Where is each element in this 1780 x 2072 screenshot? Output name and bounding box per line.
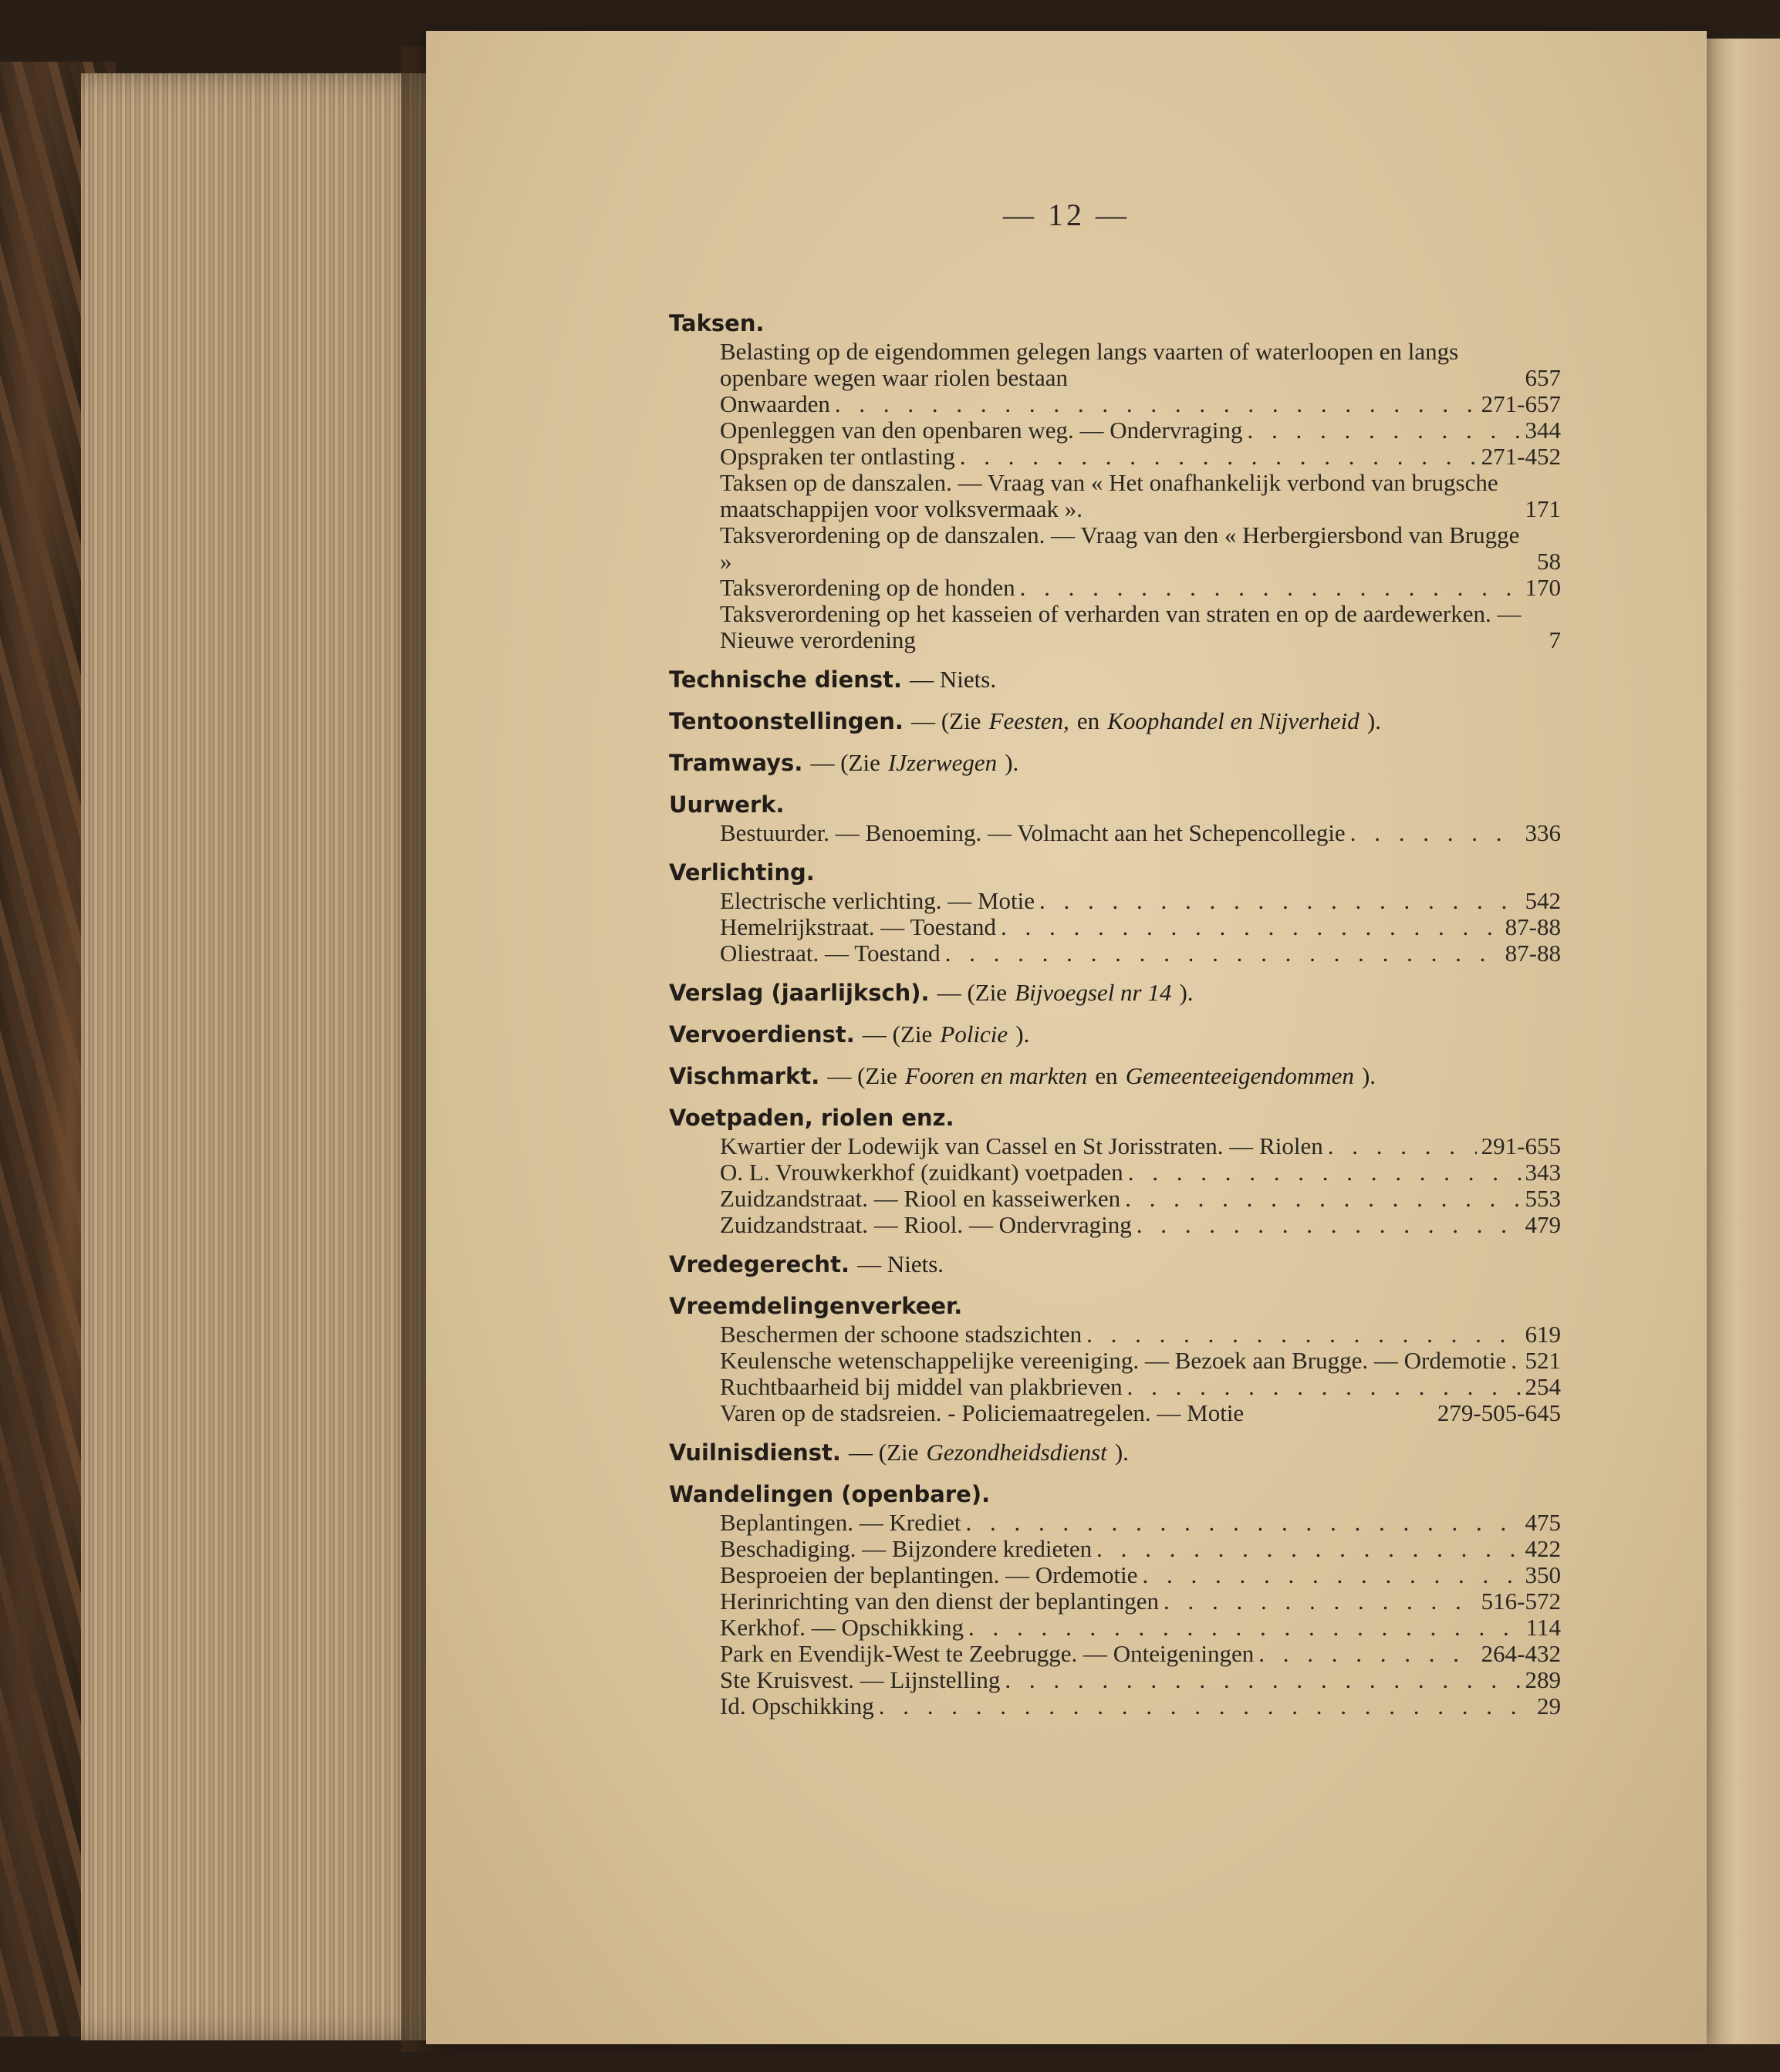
entry-label: Taksen op de danszalen. — Vraag van « Het onafhankelijk verbond van brugsche maatschappijen voor volksvermaak ». [720,469,1498,522]
heading-note-italic: Fooren en markten [904,1062,1088,1089]
index-entry [720,1588,1561,1615]
index-heading [669,664,1780,695]
heading-note: — (Zie [810,749,880,776]
index-entries [720,888,1561,967]
leader-dots [1127,1374,1521,1400]
page-edges [81,73,436,2040]
page-reference: 542 [1525,887,1561,914]
index-entry [720,940,1561,967]
heading-note-italic: Bijvoegsel nr 14 [1015,979,1172,1006]
entry-label: Ruchtbaarheid bij middel van plakbrieven [720,1373,1123,1400]
entry-label: Taksverordening op het kasseien of verharden van straten en op de aardewerken. — Nieuwe verordening [720,600,1522,653]
page-reference: 619 [1525,1321,1561,1348]
page-reference: 516-572 [1481,1588,1561,1615]
leader-dots [966,1510,1521,1536]
index-entry [720,1321,1561,1348]
leader-dots [1005,1667,1520,1693]
index-entries [720,339,1561,653]
index-entry [720,914,1561,940]
index-entry [720,1641,1561,1667]
page-reference: 479 [1525,1211,1561,1238]
leader-dots [1511,1348,1520,1374]
entry-label: Keulensche wetenschappelijke vereeniging. — Bezoek aan Brugge. — Ordemotie [720,1347,1507,1374]
heading-title: Tramways. [669,750,803,776]
index-entry [720,1374,1561,1400]
page-reference: 254 [1525,1373,1561,1400]
entry-label: Park en Evendijk-West te Zeebrugge. — Onteigeningen [720,1640,1255,1667]
heading-title: Vischmarkt. [669,1063,820,1089]
leader-dots [1247,417,1520,444]
leader-dots [960,444,1477,470]
leader-dots [1164,1588,1477,1615]
page-reference: 291-655 [1481,1132,1561,1159]
entry-label: Oliestraat. — Toestand [720,940,941,967]
index-heading [669,1249,1780,1280]
page-reference: 553 [1525,1185,1561,1212]
entry-label: Kerkhof. — Opschikking [720,1614,964,1641]
heading-note: — (Zie [849,1439,919,1466]
heading-note: — (Zie [827,1062,897,1089]
leader-dots [1039,888,1520,914]
page-reference: 344 [1525,417,1561,444]
leader-dots [1096,1536,1520,1562]
index-entry [720,575,1561,601]
heading-note-italic: Policie [940,1021,1008,1048]
index-entry [720,1159,1561,1186]
index-entries [720,820,1561,846]
entry-label: Taksverordening op de honden [720,574,1015,601]
index-entry [720,888,1561,914]
leader-dots [1328,1133,1477,1159]
heading-title: Technische dienst. [669,666,903,693]
heading-note: — (Zie [937,979,1008,1006]
index-entry [720,1536,1561,1562]
heading-title: Vervoerdienst. [669,1021,855,1048]
heading-note-end: ). [1114,1439,1129,1466]
page-reference: 114 [1525,1614,1561,1641]
heading-note-italic-2: Koophandel en Nijverheid [1107,707,1359,734]
index-entries [720,1133,1561,1238]
leader-dots [1258,1641,1476,1667]
entry-label: Beschadiging. — Bijzondere kredieten [720,1535,1093,1562]
page-reference: 422 [1525,1535,1561,1562]
index-entry [720,1562,1561,1588]
index-heading [669,747,1780,778]
heading-title: Vuilnisdienst. [669,1439,841,1466]
heading-note-italic: Gezondheidsdienst [926,1439,1107,1466]
leader-dots [1142,1562,1520,1588]
index-entry [720,1693,1561,1719]
index-entry [720,1186,1561,1212]
page-reference: 58 [1537,548,1561,575]
index-entry [720,470,1561,522]
heading-note-italic-2: Gemeenteeigendommen [1125,1062,1354,1089]
page-reference: 521 [1525,1347,1561,1374]
entry-label: Hemelrijkstraat. — Toestand [720,913,996,940]
index-entry [720,417,1561,444]
page-reference: 170 [1525,574,1561,601]
page-reference: 336 [1525,819,1561,846]
entry-label: Openleggen van den openbaren weg. — Ondervraging [720,417,1243,444]
index-entry [720,391,1561,417]
page-reference: 279-505-645 [1437,1399,1561,1426]
page-reference: 29 [1537,1692,1561,1719]
heading-note: — (Zie [862,1021,933,1048]
heading-note-2: en [1076,707,1100,734]
page-number: — 12 — [1003,197,1130,232]
leader-dots [945,940,1501,967]
entry-label: Id. Opschikking [720,1692,874,1719]
page-reference: 171 [1525,495,1561,522]
index-entry [720,820,1561,846]
index-entry [720,339,1561,391]
page-reference: 7 [1549,626,1561,653]
page-reference: 475 [1525,1509,1561,1536]
heading-note: — Niets. [857,1250,944,1277]
entry-label: Beplantingen. — Krediet [720,1509,961,1536]
page-reference: 657 [1525,364,1561,391]
index-heading [669,706,1780,737]
entry-label: Besproeien der beplantingen. — Ordemotie [720,1561,1138,1588]
index-entry [720,1667,1561,1693]
index-heading [669,308,1780,339]
entry-label: Ste Kruisvest. — Lijnstelling [720,1666,1001,1693]
leader-dots [1350,820,1521,846]
heading-title: Uurwerk. [669,791,785,818]
entry-label: Herinrichting van den dienst der beplantingen [720,1588,1160,1615]
entry-label: Opspraken ter ontlasting [720,443,955,470]
heading-note: — Niets. [910,666,997,693]
entry-label: Belasting op de eigendommen gelegen langs vaarten of waterloopen en langs openbare wegen waar riolen bestaan [720,338,1459,391]
book-page [426,31,1707,2044]
index-heading [669,857,1780,888]
page-reference: 264-432 [1481,1640,1561,1667]
page-reference: 87-88 [1505,940,1561,967]
page-reference: 343 [1525,1159,1561,1186]
subject-index [669,297,1780,1719]
leader-dots [879,1693,1532,1719]
leader-dots [1086,1321,1520,1348]
heading-title: Vredegerecht. [669,1251,849,1277]
index-heading [669,1437,1780,1468]
page-reference: 271-657 [1481,390,1561,417]
entry-label: Varen op de stadsreien. - Policiemaatregelen. — Motie [720,1399,1245,1426]
leader-dots [968,1615,1522,1641]
entry-label: Bestuurder. — Benoeming. — Volmacht aan het Schepencollegie [720,819,1346,846]
entry-label: Taksverordening op de danszalen. — Vraag van den « Herbergiersbond van Brugge » [720,521,1520,575]
leader-dots [835,391,1477,417]
index-entry [720,1348,1561,1374]
heading-note: — (Zie [911,707,981,734]
entry-label: Zuidzandstraat. — Riool en kasseiwerken [720,1185,1121,1212]
heading-title: Tentoonstellingen. [669,708,904,734]
heading-title: Taksen. [669,310,765,336]
heading-note-end: ). [1005,749,1019,776]
index-entry [720,1400,1561,1426]
index-entry [720,601,1561,653]
heading-title: Voetpaden, riolen enz. [669,1105,954,1131]
leader-dots [1128,1159,1521,1186]
leader-dots [1001,914,1501,940]
entry-label: O. L. Vrouwkerkhof (zuidkant) voetpaden [720,1159,1123,1186]
index-entry [720,444,1561,470]
heading-title: Verlichting. [669,859,815,886]
index-heading [669,1061,1780,1092]
index-heading [669,977,1780,1008]
index-heading [669,1479,1780,1510]
index-entries [720,1510,1561,1719]
index-heading [669,1019,1780,1050]
index-heading [669,1291,1780,1321]
heading-title: Wandelingen (openbare). [669,1481,991,1507]
heading-title: Verslag (jaarlijksch). [669,980,930,1006]
heading-note-2: en [1095,1062,1118,1089]
index-entry [720,1615,1561,1641]
page-reference: 350 [1525,1561,1561,1588]
page-reference: 289 [1525,1666,1561,1693]
index-entry [720,1212,1561,1238]
index-heading [669,1102,1780,1133]
entry-label: Kwartier der Lodewijk van Cassel en St Jorisstraten. — Riolen [720,1132,1323,1159]
leader-dots [1125,1186,1520,1212]
heading-note-end: ). [1179,979,1194,1006]
entry-label: Electrische verlichting. — Motie [720,887,1035,914]
heading-title: Vreemdelingenverkeer. [669,1293,963,1319]
page-reference: 87-88 [1505,913,1561,940]
index-heading [669,789,1780,820]
leader-dots [1137,1212,1521,1238]
index-entry [720,1133,1561,1159]
heading-note-end: ). [1015,1021,1030,1048]
entry-label: Zuidzandstraat. — Riool. — Ondervraging [720,1211,1132,1238]
leader-dots [1020,575,1521,601]
index-entries [720,1321,1561,1426]
entry-label: Beschermen der schoone stadszichten [720,1321,1083,1348]
index-entry [720,522,1561,575]
heading-note-end: ). [1366,707,1381,734]
entry-label: Onwaarden [720,390,830,417]
heading-note-end: ). [1361,1062,1376,1089]
heading-note-italic: IJzerwegen [887,749,998,776]
index-entry [720,1510,1561,1536]
heading-note-italic: Feesten, [988,707,1069,734]
page-reference: 271-452 [1481,443,1561,470]
